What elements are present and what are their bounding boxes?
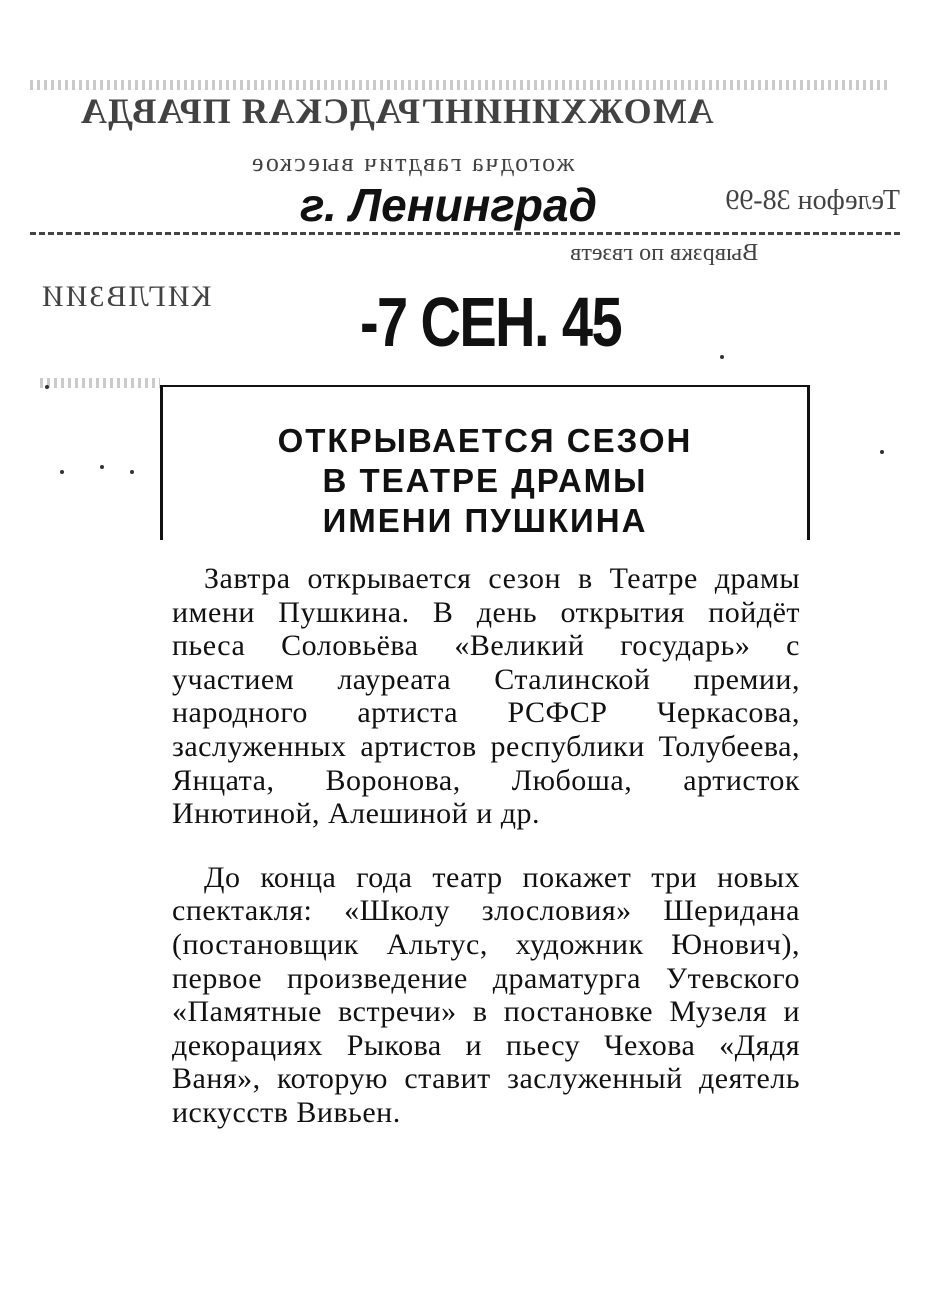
scan-speck — [880, 450, 884, 454]
article-headline — [163, 421, 807, 541]
headline-line-1: ОТКРЫВАЕТСЯ СЕЗОН — [277, 422, 693, 459]
article-paragraph-2: До конца года театр покажет три новых спектакля: «Школу злословия» Шеридана (постановщик Альтус, художник Юнович), первое произведение драматурга Утевского «Памятные встречи» в постановке Музеля и декорациях Рыкова и пьесу Чехова «Дядя Ваня», которую ставит заслуженный деятель искусств Вивьен. — [172, 860, 800, 1129]
scan-speck — [45, 385, 49, 389]
stamp-phone: Телефон 38-99 — [725, 185, 900, 216]
stamp-divider — [30, 232, 900, 235]
scan-speck — [100, 465, 104, 469]
headline-line-3: ИМЕНИ ПУШКИНА — [322, 502, 648, 539]
headline-box — [160, 385, 810, 540]
stamp-bureau: КИГЛВЗИИ — [40, 280, 212, 313]
clipping-stamp — [30, 60, 910, 390]
stamp-subtitle: жогодча гавдтич выеское — [250, 148, 575, 177]
article-paragraph-1: Завтра открывается сезон в Театре драмы имени Пушкина. В день открытия пойдёт пьеса Соловьёва «Великий государь» с участием лауреата Сталинской премии, народного артиста РСФСР Черкасова, заслуженных артистов республики Толубеева, Янцата, Воронова, Любоша, артисток Инютиной, Алешиной и др. — [172, 562, 800, 831]
stamp-date: -7 СЕН. 45 — [360, 283, 621, 361]
stamp-newspaper-title: АМОЖХИНИНГРАДСКАЯ ПРАВДА — [80, 91, 714, 131]
stamp-noise — [40, 378, 160, 388]
headline-line-2: В ТЕАТРЕ ДРАМЫ — [322, 462, 648, 499]
stamp-city: г. Ленинград — [300, 179, 598, 231]
scan-speck — [130, 470, 134, 474]
article-body — [172, 562, 800, 1130]
stamp-caption: Выврзкв по гвзетв — [570, 240, 759, 266]
scan-speck — [60, 470, 64, 474]
scan-speck — [720, 355, 724, 359]
stamp-noise — [30, 80, 890, 90]
